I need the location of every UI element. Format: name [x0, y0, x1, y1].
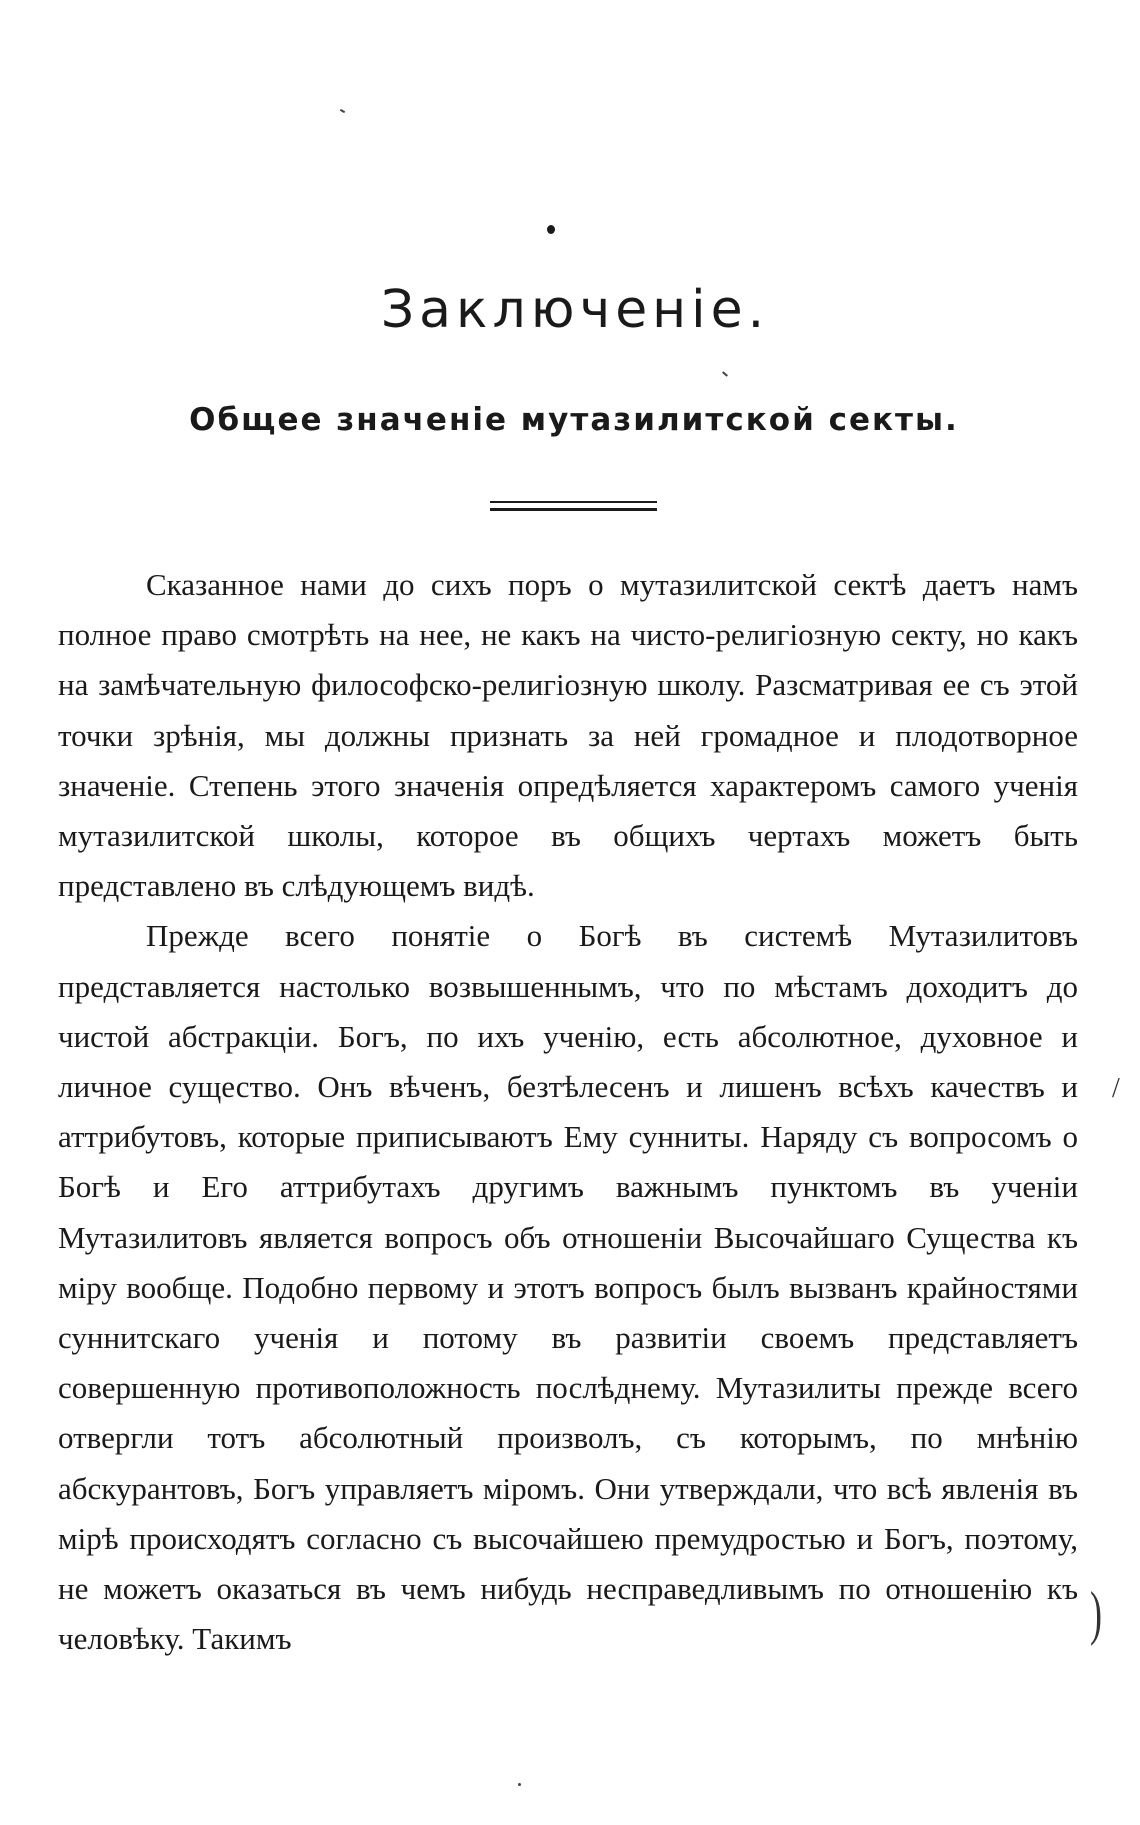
paragraph: Прежде всего понятіе о Богѣ въ системѣ Мутазилитовъ представляется настолько возвышеннымъ, что по мѣстамъ доходитъ до чистой абстракціи. Богъ, по ихъ ученію, есть абсолютное, духовное и личное существо. Онъ вѣченъ, безтѣлесенъ и лишенъ всѣхъ качествъ и аттрибутовъ, которые приписываютъ Ему сунниты. Наряду съ вопросомъ о Богѣ и Его аттрибутахъ другимъ важнымъ пунктомъ въ ученіи Мутазилитовъ является вопросъ объ отношеніи Высочайшаго Существа къ міру вообще. Подобно первому и этотъ вопросъ былъ вызванъ крайностями суннитскаго ученія и потому въ развитіи своемъ представляетъ совершенную противоположность послѣднему. Мутазилиты прежде всего отвергли тотъ абсолютный произволъ, съ которымъ, по мнѣнію абскурантовъ, Богъ управляетъ міромъ. Они утверждали, что всѣ явленія въ мірѣ происходятъ согласно съ высочайшею премудростью и Богъ, поэтому, не можетъ оказаться въ чемъ нибудь несправедливымъ по отношенію къ человѣку. Такимъ [58, 918, 1078, 1657]
title-rule-bottom [490, 508, 657, 511]
body-text [58, 560, 1078, 1664]
print-speck [340, 109, 345, 113]
paragraph: Сказанное нами до сихъ поръ о мутазилитской сектѣ даетъ намъ полное право смотрѣть на нее, не какъ на чисто-религіозную секту, но какъ на замѣчательную философско-религіозную школу. Разсматривая ее съ этой точки зрѣнія, мы должны признать за ней громадное и плодотворное значеніе. Степень этого значенія опредѣляется характеромъ самого ученія мутазилитской школы, которое въ общихъ чертахъ можетъ быть представлено въ слѣдующемъ видѣ. [58, 567, 1078, 904]
chapter-title: Заключеніе. [380, 280, 770, 340]
print-speck [518, 1783, 521, 1786]
margin-mark: ) [1089, 1580, 1102, 1646]
title-rule-top [490, 501, 657, 503]
margin-mark: / [1112, 1073, 1120, 1104]
chapter-subtitle: Общее значеніе мутазилитской секты. [189, 402, 959, 438]
print-speck [722, 371, 728, 376]
ornament-dot [547, 225, 555, 234]
